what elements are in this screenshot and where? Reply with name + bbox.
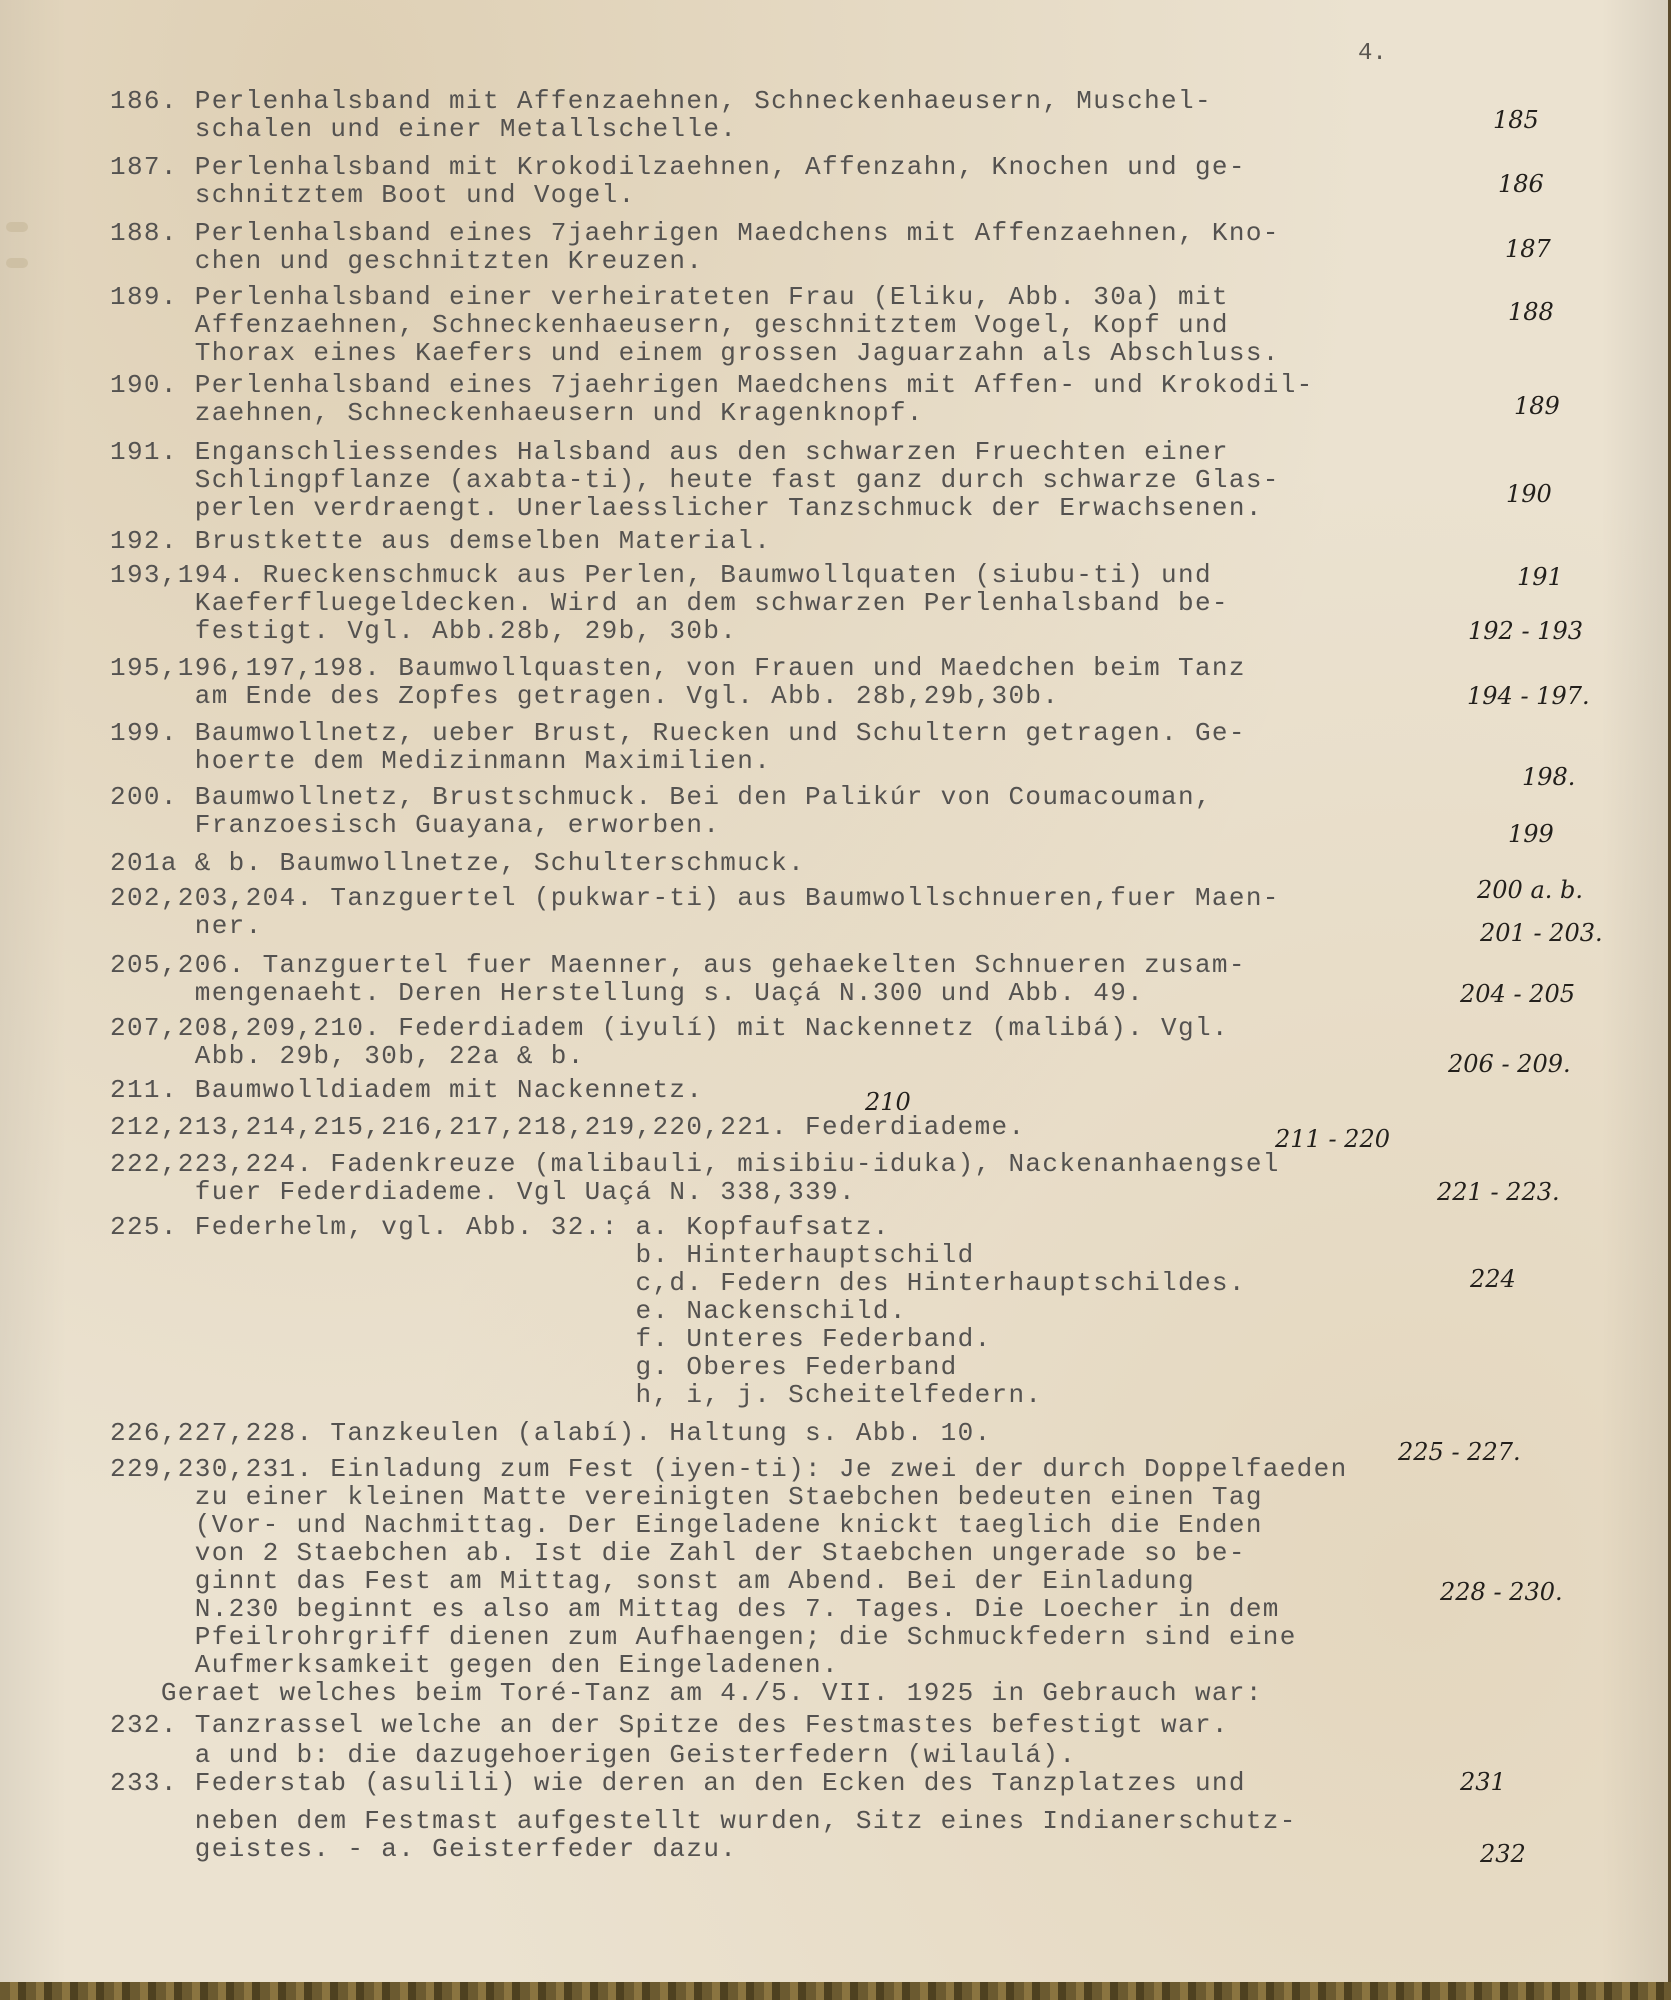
handwritten-number: 221 - 223. [1437,1178,1560,1206]
typed-line: schalen und einer Metallschelle. [110,114,738,144]
typed-line: geistes. - a. Geisterfeder dazu. [110,1834,738,1864]
typed-line: N.230 beginnt es also am Mittag des 7. Tages. Die Loecher in dem [110,1594,1280,1624]
typed-line: 199. Baumwollnetz, ueber Brust, Ruecken und Schultern getragen. Ge- [110,718,1246,748]
binder-hole-mark [6,258,28,268]
typed-line: Thorax eines Kaefers und einem grossen Jaguarzahn als Abschluss. [110,338,1280,368]
handwritten-number: 211 - 220 [1275,1125,1390,1153]
handwritten-number: 192 - 193 [1468,617,1583,645]
typed-line: 193,194. Rueckenschmuck aus Perlen, Baumwollquaten (siubu-ti) und [110,560,1212,590]
typed-line: perlen verdraengt. Unerlaesslicher Tanzschmuck der Erwachsenen. [110,493,1263,523]
typed-line: (Vor- und Nachmittag. Der Eingeladene knickt taeglich die Enden [110,1510,1263,1540]
handwritten-number: 187 [1505,235,1551,263]
typed-line: 205,206. Tanzguertel fuer Maenner, aus gehaekelten Schnueren zusam- [110,950,1246,980]
typed-line: 229,230,231. Einladung zum Fest (iyen-ti): Je zwei der durch Doppelfaeden [110,1454,1348,1484]
typed-line: schnitztem Boot und Vogel. [110,180,636,210]
table-surface-strip [0,1982,1671,2000]
typed-line: 211. Baumwolldiadem mit Nackennetz. [110,1075,704,1105]
typed-line: Geraet welches beim Toré-Tanz am 4./5. VII. 1925 in Gebrauch war: [110,1678,1263,1708]
typed-line: 226,227,228. Tanzkeulen (alabí). Haltung s. Abb. 10. [110,1418,992,1448]
typed-line: 222,223,224. Fadenkreuze (malibauli, misibiu-iduka), Nackenanhaengsel [110,1149,1280,1179]
typed-line: 186. Perlenhalsband mit Affenzaehnen, Schneckenhaeusern, Muschel- [110,86,1212,116]
typed-line: 201a & b. Baumwollnetze, Schulterschmuck. [110,848,806,878]
typed-line: g. Oberes Federband [110,1352,958,1382]
handwritten-number: 191 [1517,563,1563,591]
typed-line: 195,196,197,198. Baumwollquasten, von Frauen und Maedchen beim Tanz [110,653,1246,683]
typed-line: 192. Brustkette aus demselben Material. [110,526,772,556]
typed-line: fuer Federdiademe. Vgl Uaçá N. 338,339. [110,1177,856,1207]
typed-line: 200. Baumwollnetz, Brustschmuck. Bei den Palikúr von Coumacouman, [110,782,1212,812]
page-number: 4. [1358,40,1387,67]
typed-line: chen und geschnitzten Kreuzen. [110,246,704,276]
typed-line: ginnt das Fest am Mittag, sonst am Abend. Bei der Einladung [110,1566,1195,1596]
typed-line: 207,208,209,210. Federdiadem (iyulí) mit Nackennetz (malibá). Vgl. [110,1013,1229,1043]
typed-line: 188. Perlenhalsband eines 7jaehrigen Maedchens mit Affenzaehnen, Kno- [110,218,1280,248]
typed-line: 232. Tanzrassel welche an der Spitze des Festmastes befestigt war. [110,1710,1229,1740]
typed-line: 191. Enganschliessendes Halsband aus den schwarzen Fruechten einer [110,437,1229,467]
handwritten-number: 199 [1508,820,1554,848]
typed-line: von 2 Staebchen ab. Ist die Zahl der Staebchen ungerade so be- [110,1538,1246,1568]
typed-line: ner. [110,911,263,941]
typed-line: 225. Federhelm, vgl. Abb. 32.: a. Kopfaufsatz. [110,1212,890,1242]
typed-line: Aufmerksamkeit gegen den Eingeladenen. [110,1650,839,1680]
handwritten-number: 206 - 209. [1448,1050,1571,1078]
handwritten-number: 201 - 203. [1480,919,1603,947]
handwritten-number: 231 [1460,1768,1506,1796]
typed-line: e. Nackenschild. [110,1296,907,1326]
typed-line: zaehnen, Schneckenhaeusern und Kragenknopf. [110,398,924,428]
typed-line: am Ende des Zopfes getragen. Vgl. Abb. 28b,29b,30b. [110,681,1060,711]
typed-line: 190. Perlenhalsband eines 7jaehrigen Maedchens mit Affen- und Krokodil- [110,370,1314,400]
handwritten-number: 232 [1480,1840,1526,1868]
typed-line: f. Unteres Federband. [110,1324,992,1354]
handwritten-number: 224 [1470,1265,1516,1293]
typed-line: Pfeilrohrgriff dienen zum Aufhaengen; die Schmuckfedern sind eine [110,1622,1297,1652]
typed-line: neben dem Festmast aufgestellt wurden, Sitz eines Indianerschutz- [110,1806,1297,1836]
handwritten-number: 228 - 230. [1440,1578,1563,1606]
typed-line: b. Hinterhauptschild [110,1240,975,1270]
handwritten-number: 186 [1498,170,1544,198]
typed-line: hoerte dem Medizinmann Maximilien. [110,746,772,776]
handwritten-number: 189 [1514,392,1560,420]
typed-line: 212,213,214,215,216,217,218,219,220,221. Federdiademe. [110,1112,1026,1142]
handwritten-number: 204 - 205 [1460,980,1575,1008]
typed-line: 202,203,204. Tanzguertel (pukwar-ti) aus Baumwollschnueren,fuer Maen- [110,883,1280,913]
typed-line: 187. Perlenhalsband mit Krokodilzaehnen, Affenzahn, Knochen und ge- [110,152,1246,182]
handwritten-number: 225 - 227. [1398,1438,1521,1466]
typed-line: festigt. Vgl. Abb.28b, 29b, 30b. [110,616,738,646]
typed-line: zu einer kleinen Matte vereinigten Staebchen bedeuten einen Tag [110,1482,1263,1512]
typed-line: 233. Federstab (asulili) wie deren an den Ecken des Tanzplatzes und [110,1768,1246,1798]
typed-line: 189. Perlenhalsband einer verheirateten Frau (Eliku, Abb. 30a) mit [110,282,1229,312]
typed-line: Kaeferfluegeldecken. Wird an dem schwarzen Perlenhalsband be- [110,588,1229,618]
handwritten-number: 198. [1522,763,1576,791]
handwritten-number: 200 a. b. [1477,876,1583,904]
handwritten-number: 210 [865,1088,911,1116]
typed-line: h, i, j. Scheitelfedern. [110,1380,1043,1410]
handwritten-number: 190 [1506,480,1552,508]
typed-line: a und b: die dazugehoerigen Geisterfedern (wilaulá). [110,1740,1077,1770]
typed-line: Abb. 29b, 30b, 22a & b. [110,1041,585,1071]
typed-line: c,d. Federn des Hinterhauptschildes. [110,1268,1246,1298]
binder-hole-mark [6,222,28,232]
handwritten-number: 194 - 197. [1467,682,1590,710]
typed-line: Affenzaehnen, Schneckenhaeusern, geschnitztem Vogel, Kopf und [110,310,1229,340]
typed-line: mengenaeht. Deren Herstellung s. Uaçá N.300 und Abb. 49. [110,978,1145,1008]
typed-line: Franzoesisch Guayana, erworben. [110,810,721,840]
typed-line: Schlingpflanze (axabta-ti), heute fast ganz durch schwarze Glas- [110,465,1280,495]
handwritten-number: 188 [1508,298,1554,326]
handwritten-number: 185 [1493,106,1539,134]
